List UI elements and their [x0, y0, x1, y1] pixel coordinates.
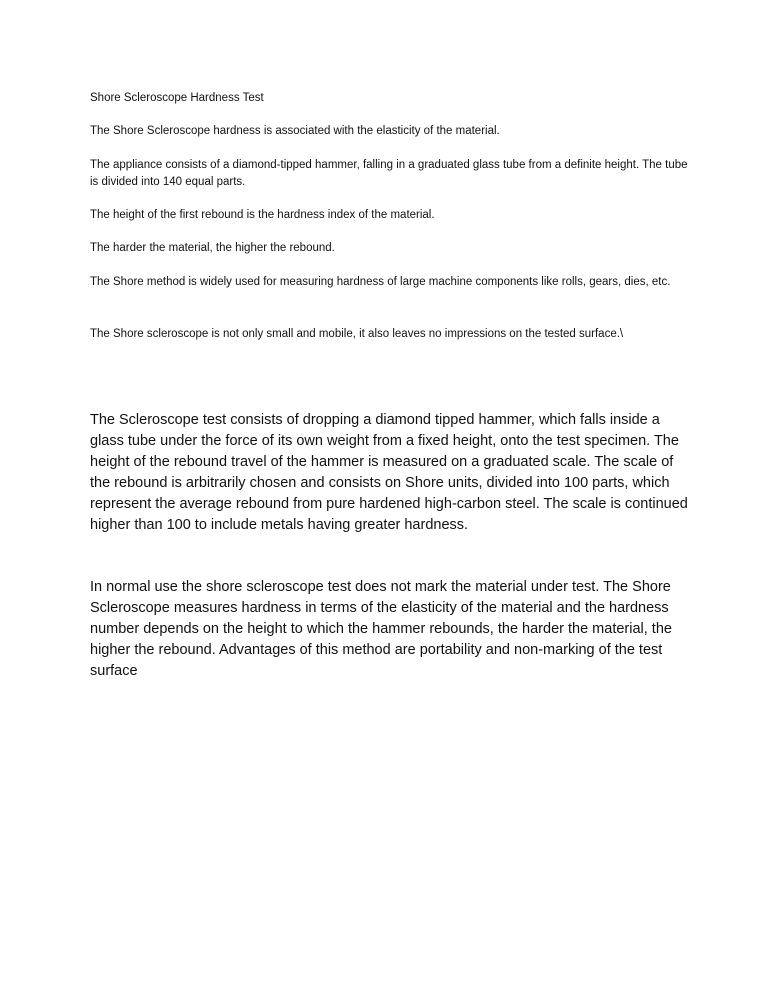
- body-paragraph-2: In normal use the shore scleroscope test does not mark the material under test. The Shore Scleroscope measures hardness in terms of the elasticity of the material and the hardness number depends on the height to which the hammer rebounds, the harder the material, the higher the rebound. Advantages of this method are portability and non-marking of the test surface: [90, 579, 672, 679]
- intro-paragraph-4: The harder the material, the higher the rebound.: [90, 242, 335, 254]
- intro-paragraph-5: The Shore method is widely used for measuring hardness of large machine components like rolls, gears, dies, etc.: [90, 276, 671, 288]
- document-title: Shore Scleroscope Hardness Test: [90, 92, 264, 104]
- intro-paragraph-1: The Shore Scleroscope hardness is associated with the elasticity of the material.: [90, 125, 500, 137]
- intro-paragraph-3: The height of the first rebound is the hardness index of the material.: [90, 209, 435, 221]
- intro-paragraph-2: The appliance consists of a diamond-tipped hammer, falling in a graduated glass tube from a definite height. The tube is divided into 140 equal parts.: [90, 159, 688, 188]
- intro-paragraph-6: The Shore scleroscope is not only small and mobile, it also leaves no impressions on the tested surface.\: [90, 328, 624, 340]
- body-paragraph-1: The Scleroscope test consists of dropping a diamond tipped hammer, which falls inside a glass tube under the force of its own weight from a fixed height, onto the test specimen. The height of the rebound travel of the hammer is measured on a graduated scale. The scale of the rebound is arbitrarily chosen and consists on Shore units, divided into 100 parts, which represent the average rebound from pure hardened high-carbon steel. The scale is continued higher than 100 to include metals having greater hardness.: [90, 412, 688, 533]
